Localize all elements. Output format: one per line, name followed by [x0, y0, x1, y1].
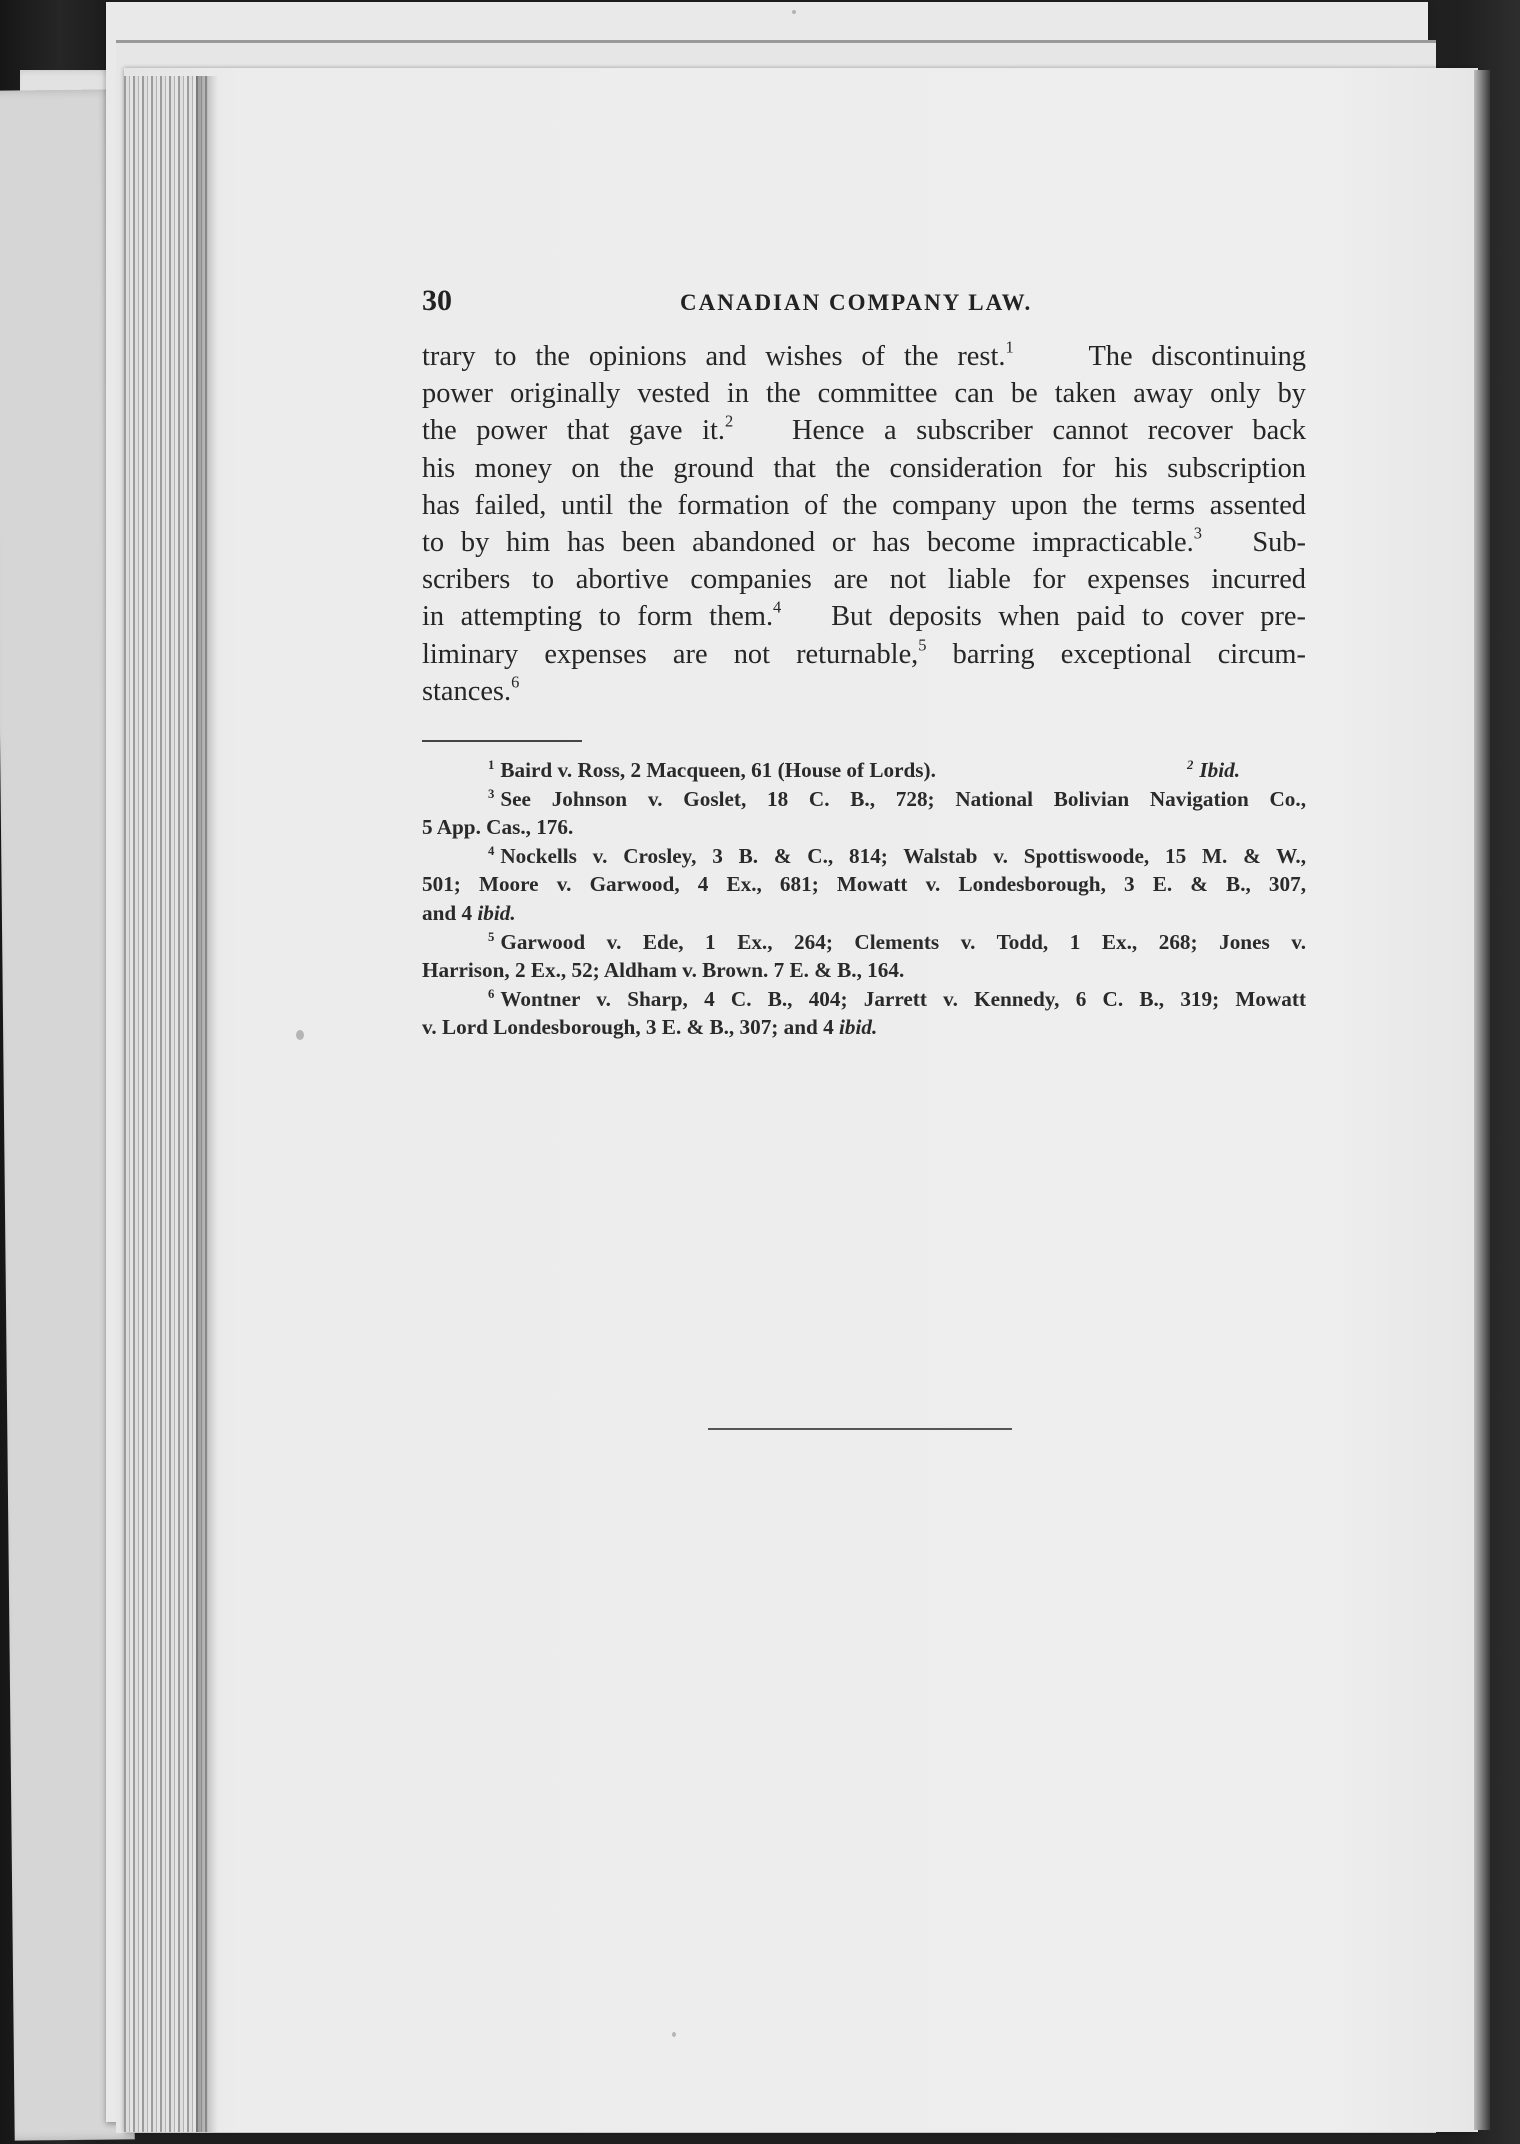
footnote-line: $^5$ Garwood v. Ede, 1 Ex., 264; Clements v. Todd, 1 Ex., 268; Jones v. [488, 929, 1306, 954]
scan-speck [296, 1030, 304, 1040]
body-line: scribers to abortive companies are not liable for expenses incurred [422, 564, 1306, 596]
footnote-1-2 [422, 756, 1306, 785]
footnote-ref: 6 [511, 672, 520, 692]
footnote-line: $^4$ Nockells v. Crosley, 3 B. & C., 814; Walstab v. Spottiswoode, 15 M. & W., [488, 843, 1306, 868]
footnote-line: 5 App. Cas., 176. [422, 815, 574, 840]
footnote-ref: 3 [1193, 523, 1202, 543]
body-line: in attempting to form them.$^4$ But deposits when paid to cover pre- [422, 598, 1306, 633]
footnote-text: Ibid. [1199, 758, 1240, 782]
body-line: trary to the opinions and wishes of the rest.$^1$ The discontinuing [422, 337, 1306, 372]
footnote-mark: 6 [488, 987, 495, 1002]
page-right-edge [1474, 70, 1490, 2130]
footnote-line: 501; Moore v. Garwood, 4 Ex., 681; Mowatt v. Londesborough, 3 E. & B., 307, [422, 872, 1306, 897]
footnote-mark: 5 [488, 929, 495, 944]
footnote-line: $^6$ Wontner v. Sharp, 4 C. B., 404; Jarrett v. Kennedy, 6 C. B., 319; Mowatt [488, 986, 1306, 1011]
footnote-line: v. Lord Londesborough, 3 E. & B., 307; and 4 ibid. [422, 1015, 878, 1040]
footnote-line [422, 756, 1306, 785]
end-of-chapter-rule [708, 1428, 1012, 1430]
gutter-shadow [196, 76, 218, 2132]
body-line: to by him has been abandoned or has become impracticable.$^3$ Sub- [422, 523, 1306, 559]
scan-speck [792, 10, 796, 14]
running-head [422, 284, 1306, 324]
running-title: CANADIAN COMPANY LAW. [680, 290, 1033, 315]
body-line: his money on the ground that the consideration for his subscription [422, 452, 1306, 484]
body-line: power originally vested in the committee can be taken away only by [422, 378, 1306, 410]
footnote-6 [422, 985, 1306, 1042]
footnote-line: and 4 ibid. [422, 900, 516, 925]
footnote-mark: 3 [488, 786, 495, 801]
footnote-2 [1187, 756, 1240, 785]
footnote-4 [422, 842, 1306, 928]
footnote-mark: 1 [488, 758, 495, 773]
body-line: liminary expenses are not returnable,$^5$ barring exceptional circum- [422, 635, 1306, 670]
scan-speck [672, 2032, 676, 2037]
footnotes [422, 756, 1306, 1042]
footnote-ref: 5 [918, 635, 927, 655]
footnote-line: Harrison, 2 Ex., 52; Aldham v. Brown. 7 E. & B., 164. [422, 958, 905, 983]
footnote-rule [422, 740, 582, 742]
footnote-text: Baird v. Ross, 2 Macqueen, 61 (House of Lords). [500, 758, 936, 782]
body-line: stances.$^6$ [422, 672, 520, 707]
footnote-mark: 2 [1187, 758, 1194, 773]
page-number: 30 [422, 284, 452, 317]
footnote-line: $^3$ See Johnson v. Goslet, 18 C. B., 728; National Bolivian Navigation Co., [488, 786, 1306, 811]
footnote-5 [422, 928, 1306, 985]
body-paragraph [422, 338, 1306, 710]
footnote-3 [422, 785, 1306, 842]
body-line: has failed, until the formation of the company upon the terms assented [422, 489, 1306, 521]
footnote-ref: 4 [773, 598, 782, 618]
body-line: the power that gave it.$^2$ Hence a subscriber cannot recover back [422, 412, 1306, 447]
footnote-ref: 2 [724, 412, 734, 432]
footnote-ref: 1 [1005, 337, 1014, 357]
footnote-mark: 4 [488, 844, 495, 859]
